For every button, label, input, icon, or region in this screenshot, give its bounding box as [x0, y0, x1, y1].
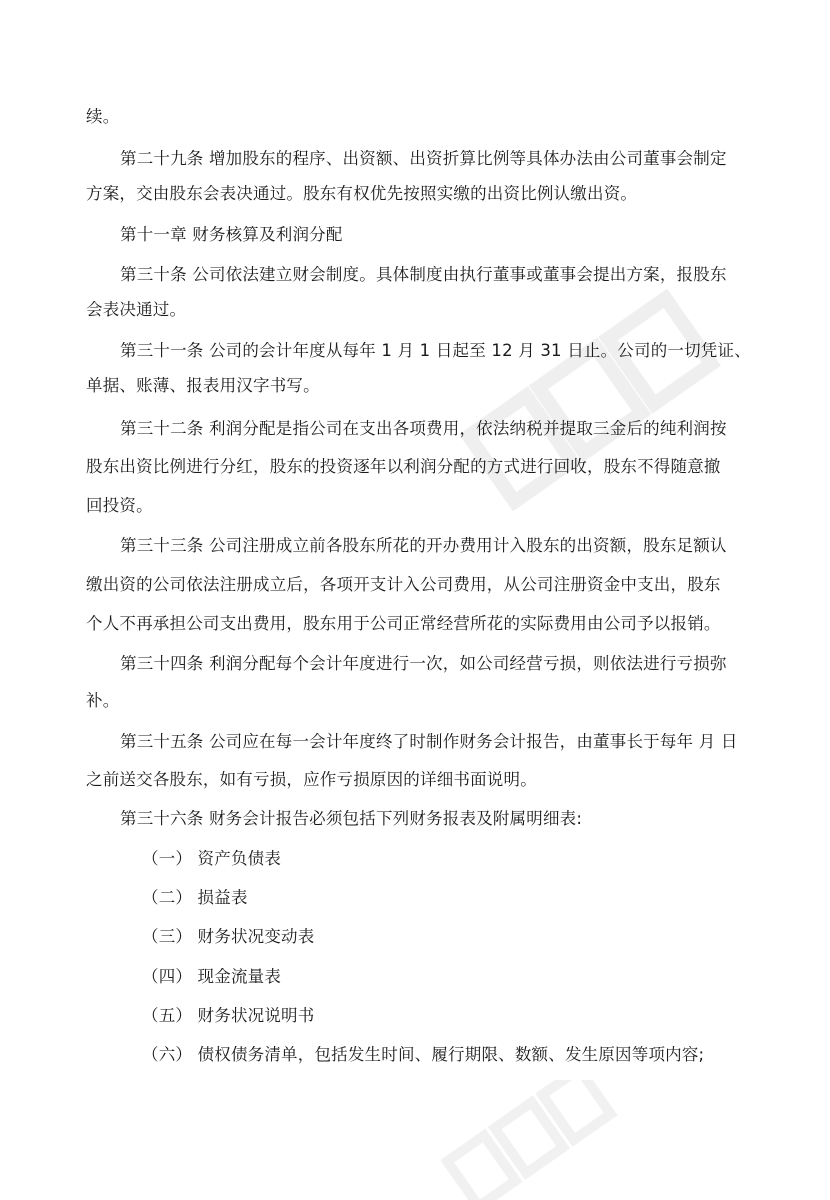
- text-line: 之前送交各股东，如有亏损，应作亏损原因的详细书面说明。: [86, 770, 537, 789]
- text-line: 缴出资的公司依法注册成立后，各项开支计入公司费用，从公司注册资金中支出，股东: [86, 575, 721, 594]
- text-line: 方案，交由股东会表决通过。股东有权优先按照实缴的出资比例认缴出资。: [86, 184, 638, 203]
- list-item: （二） 损益表: [142, 888, 248, 907]
- chapter-11-heading: 第十一章 财务核算及利润分配: [120, 225, 343, 244]
- article-31-heading: 第三十一条 公司的会计年度从每年 1 月 1 日起至 12 月 31 日止。公司的一切凭证、: [120, 341, 751, 360]
- article-29-heading: 第二十九条 增加股东的程序、出资额、出资折算比例等具体办法由公司董事会制定: [120, 149, 727, 168]
- list-item: （三） 财务状况变动表: [142, 927, 315, 946]
- watermark-logo: [440, 250, 740, 550]
- text-line: 会表决通过。: [86, 300, 187, 319]
- watermark-logo-bottom: [430, 1080, 630, 1200]
- article-35-heading: 第三十五条 公司应在每一会计年度终了时制作财务会计报告，由董事长于每年 月 日: [120, 732, 738, 751]
- text-line: 补。: [86, 691, 120, 710]
- article-32-heading: 第三十二条 利润分配是指公司在支出各项费用，依法纳税并提取三金后的纯利润按: [120, 419, 727, 438]
- article-36-heading: 第三十六条 财务会计报告必须包括下列财务报表及附属明细表:: [120, 809, 583, 828]
- list-item: （六） 债权债务清单，包括发生时间、履行期限、数额、发生原因等项内容;: [142, 1045, 705, 1064]
- text-line: 股东出资比例进行分红，股东的投资逐年以利润分配的方式进行回收，股东不得随意撤: [86, 457, 721, 476]
- list-item: （一） 资产负债表: [142, 849, 282, 868]
- list-item: （五） 财务状况说明书: [142, 1006, 315, 1025]
- text-line: 单据、账薄、报表用汉字书写。: [86, 376, 320, 395]
- article-34-heading: 第三十四条 利润分配每个会计年度进行一次，如公司经营亏损，则依法进行亏损弥: [120, 654, 727, 673]
- article-33-heading: 第三十三条 公司注册成立前各股东所花的开办费用计入股东的出资额，股东足额认: [120, 536, 727, 555]
- text-line: 续。: [86, 107, 120, 126]
- text-line: 个人不再承担公司支出费用，股东用于公司正常经营所花的实际费用由公司予以报销。: [86, 614, 721, 633]
- article-30-heading: 第三十条 公司依法建立财会制度。具体制度由执行董事或董事会提出方案，报股东: [120, 265, 727, 284]
- list-item: （四） 现金流量表: [142, 967, 282, 986]
- text-line: 回投资。: [86, 496, 153, 515]
